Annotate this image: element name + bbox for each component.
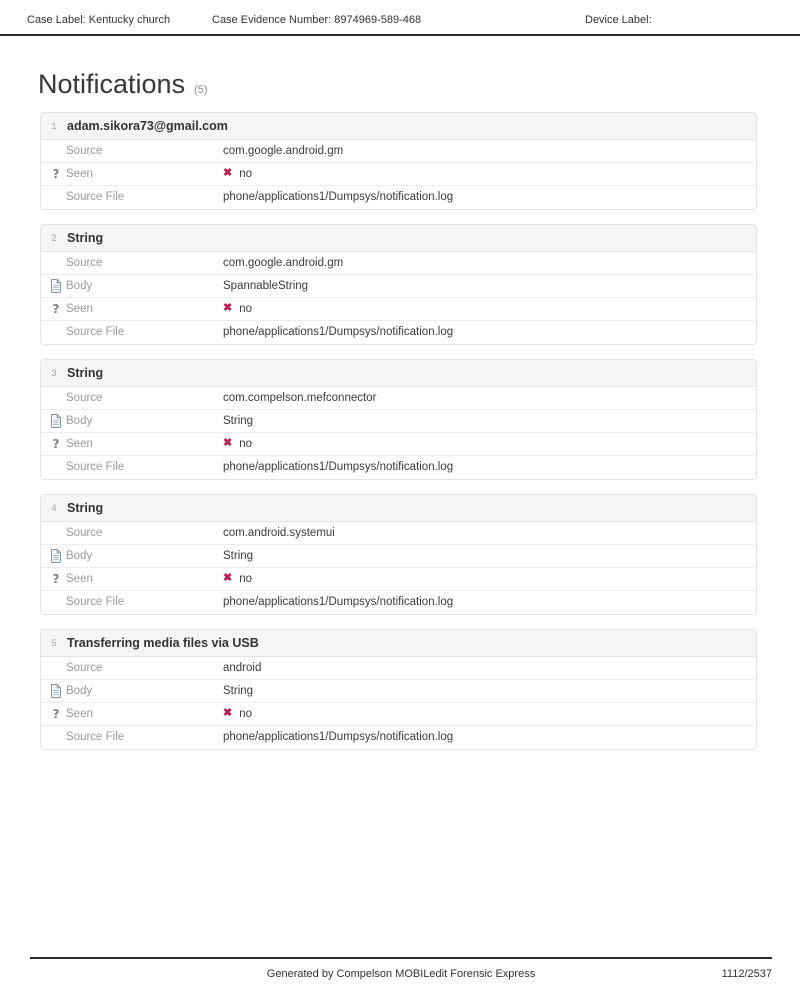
field-icon-slot [46, 303, 66, 315]
row-value-text: com.google.android.gm [223, 144, 344, 157]
field-icon-slot [46, 168, 66, 180]
card-rows [41, 657, 756, 749]
row-value-text: phone/applications1/Dumpsys/notification.log [223, 461, 454, 474]
field-value-cell [223, 527, 756, 539]
row-value-text: no [239, 167, 253, 180]
field-value-cell [223, 145, 756, 157]
row-value-text: phone/applications1/Dumpsys/notification.log [223, 731, 454, 744]
field-label-cell [41, 191, 223, 203]
row-label: Seen [66, 572, 93, 585]
row-value-text: no [239, 572, 253, 585]
row-label: Body [66, 414, 93, 427]
field-value-cell [223, 191, 756, 203]
row-value-text: phone/applications1/Dumpsys/notification.log [223, 596, 454, 609]
device-label: Device Label: [585, 14, 652, 26]
field-value-cell [223, 550, 756, 562]
field-value-cell [223, 392, 756, 404]
field-label-cell [41, 392, 223, 404]
field-value-cell [223, 168, 756, 180]
row-value-text: phone/applications1/Dumpsys/notification.log [223, 326, 454, 339]
field-value-cell [223, 708, 756, 720]
field-value-cell [223, 415, 756, 427]
field-value-cell [223, 731, 756, 743]
cross-icon: ✖ [223, 167, 233, 180]
card-index: 3 [51, 367, 57, 378]
notification-card [40, 494, 757, 615]
field-label-cell [41, 731, 223, 743]
case-info-bar [0, 0, 800, 36]
notification-card [40, 629, 757, 750]
field-label-cell [41, 549, 223, 563]
card-title: adam.sikora73@gmail.com [67, 118, 228, 133]
card-title: Transferring media files via USB [67, 635, 259, 650]
field-icon-slot [46, 573, 66, 585]
field-row [41, 456, 756, 479]
card-rows [41, 387, 756, 479]
field-row [41, 410, 756, 433]
field-row [41, 321, 756, 344]
row-label: Source [66, 526, 103, 539]
field-label-cell [41, 414, 223, 428]
field-row [41, 387, 756, 410]
card-rows [41, 252, 756, 344]
row-value-text: String [223, 549, 254, 562]
row-label: Source [66, 391, 103, 404]
page-title: Notifications [38, 69, 186, 99]
field-row [41, 726, 756, 749]
field-label-cell [41, 684, 223, 698]
field-label-cell [41, 303, 223, 315]
field-row [41, 275, 756, 298]
case-label: Case Label: Kentucky church [27, 14, 171, 26]
row-label: Seen [66, 167, 93, 180]
card-rows [41, 140, 756, 209]
row-label: Source File [66, 596, 125, 609]
field-row [41, 657, 756, 680]
row-label: Seen [66, 707, 93, 720]
question-icon: ? [52, 706, 60, 721]
row-value-text: com.android.systemui [223, 526, 335, 539]
row-value-text: SpannableString [223, 279, 309, 292]
row-value-text: String [223, 684, 254, 697]
cross-icon: ✖ [223, 572, 233, 585]
row-value-text: phone/applications1/Dumpsys/notification.log [223, 191, 454, 204]
field-label-cell [41, 257, 223, 269]
card-title: String [67, 500, 104, 515]
field-icon-slot [46, 438, 66, 450]
card-title: String [67, 230, 104, 245]
field-value-cell [223, 461, 756, 473]
cross-icon: ✖ [223, 707, 233, 720]
field-value-cell [223, 662, 756, 674]
row-label: Body [66, 549, 93, 562]
field-row [41, 298, 756, 321]
field-value-cell [223, 326, 756, 338]
card-index: 2 [51, 232, 57, 243]
field-icon-slot [46, 549, 66, 563]
document-icon [50, 549, 62, 563]
row-label: Source File [66, 461, 125, 474]
field-row [41, 433, 756, 456]
field-icon-slot [46, 279, 66, 293]
field-icon-slot [46, 708, 66, 720]
field-row [41, 680, 756, 703]
field-row [41, 186, 756, 209]
card-header [41, 225, 756, 252]
field-row [41, 703, 756, 726]
row-label: Seen [66, 302, 93, 315]
row-label: Source File [66, 326, 125, 339]
field-value-cell [223, 685, 756, 697]
field-label-cell [41, 662, 223, 674]
question-icon: ? [52, 166, 60, 181]
row-value-text: android [223, 661, 262, 674]
document-icon [50, 684, 62, 698]
card-index: 4 [51, 502, 57, 513]
field-label-cell [41, 438, 223, 450]
field-row [41, 252, 756, 275]
row-label: Source File [66, 191, 125, 204]
row-value-text: no [239, 707, 253, 720]
card-header [41, 360, 756, 387]
row-label: Source [66, 256, 103, 269]
row-label: Source [66, 144, 103, 157]
field-label-cell [41, 596, 223, 608]
card-header [41, 495, 756, 522]
row-label: Seen [66, 437, 93, 450]
question-icon: ? [52, 571, 60, 586]
field-value-cell [223, 257, 756, 269]
row-value-text: no [239, 437, 253, 450]
case-evidence-number: Case Evidence Number: 8974969-589-468 [212, 14, 422, 26]
row-value-text: com.google.android.gm [223, 256, 344, 269]
field-row [41, 163, 756, 186]
field-label-cell [41, 708, 223, 720]
notification-card [40, 112, 757, 210]
field-label-cell [41, 573, 223, 585]
card-index: 1 [51, 120, 57, 131]
row-value-text: String [223, 414, 254, 427]
card-header [41, 113, 756, 140]
field-label-cell [41, 326, 223, 338]
notification-count: (5) [194, 84, 208, 96]
row-value-text: com.compelson.mefconnector [223, 391, 377, 404]
field-row [41, 522, 756, 545]
row-label: Body [66, 684, 93, 697]
notification-card [40, 224, 757, 345]
row-label: Body [66, 279, 93, 292]
field-row [41, 140, 756, 163]
field-row [41, 591, 756, 614]
field-value-cell [223, 280, 756, 292]
field-row [41, 545, 756, 568]
field-label-cell [41, 527, 223, 539]
card-header [41, 630, 756, 657]
field-label-cell [41, 168, 223, 180]
field-value-cell [223, 573, 756, 585]
field-label-cell [41, 461, 223, 473]
row-label: Source File [66, 731, 125, 744]
cross-icon: ✖ [223, 302, 233, 315]
document-icon [50, 279, 62, 293]
notification-cards [40, 112, 757, 750]
page-number: 1112/2537 [721, 968, 772, 980]
field-label-cell [41, 145, 223, 157]
field-value-cell [223, 303, 756, 315]
card-rows [41, 522, 756, 614]
field-row [41, 568, 756, 591]
document-icon [50, 414, 62, 428]
card-title: String [67, 365, 104, 380]
field-value-cell [223, 596, 756, 608]
question-icon: ? [52, 436, 60, 451]
field-value-cell [223, 438, 756, 450]
cross-icon: ✖ [223, 437, 233, 450]
row-value-text: no [239, 302, 253, 315]
notification-card [40, 359, 757, 480]
field-icon-slot [46, 414, 66, 428]
generated-by-text: Generated by Compelson MOBILedit Forensic Express [266, 968, 536, 980]
question-icon: ? [52, 301, 60, 316]
card-index: 5 [51, 637, 57, 648]
field-icon-slot [46, 684, 66, 698]
title-row [38, 70, 757, 100]
field-label-cell [41, 279, 223, 293]
row-label: Source [66, 661, 103, 674]
report-footer [30, 957, 772, 980]
